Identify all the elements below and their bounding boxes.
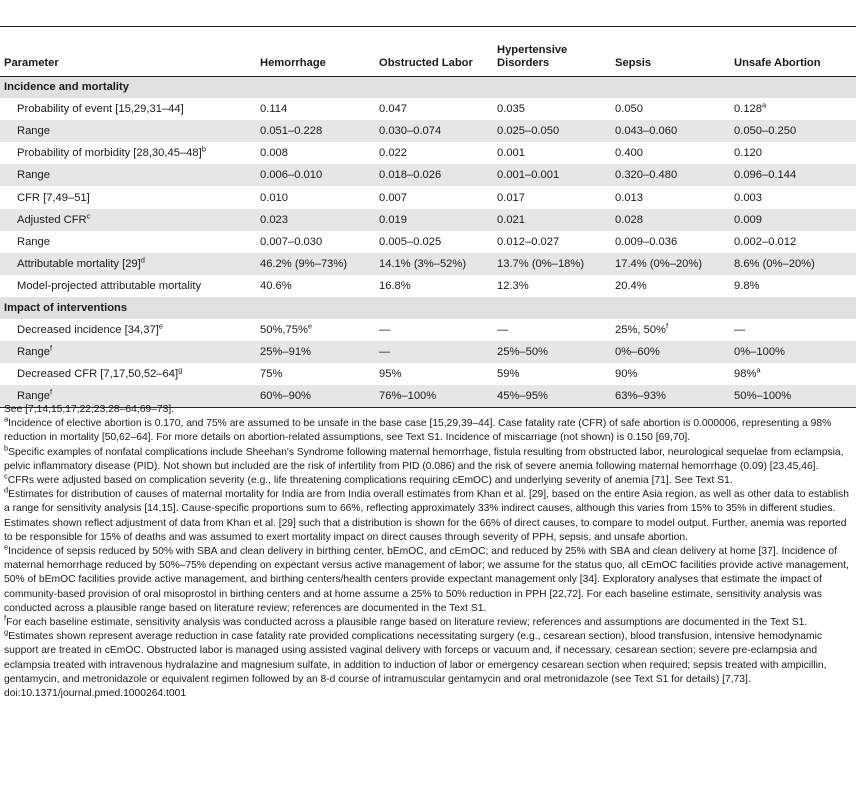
footnote-see: See [7,14,15,17,22,23,28–64,69–73]. <box>4 404 175 415</box>
value-cell <box>256 341 375 363</box>
header-row <box>0 27 856 76</box>
value-cell <box>493 120 611 142</box>
cell-value: 9.8% <box>734 279 760 292</box>
cell-value: 0.028 <box>615 213 643 226</box>
value-cell <box>375 98 493 120</box>
value-cell <box>611 275 730 297</box>
cell-value: 0.120 <box>734 147 762 160</box>
table-top-rule <box>0 0 856 27</box>
value-cell <box>256 142 375 164</box>
footnote-b <box>4 443 852 474</box>
value-cell <box>611 120 730 142</box>
cell-value: 0.003 <box>734 191 762 204</box>
table-row <box>0 231 856 253</box>
table-row <box>0 186 856 208</box>
value-cell <box>493 209 611 231</box>
value-cell <box>611 341 730 363</box>
parameter-label: CFR [7,49–51] <box>17 191 90 204</box>
cell-value: 0.022 <box>379 147 407 160</box>
footnote-marker: d <box>4 485 9 495</box>
cell-value: 0.019 <box>379 213 407 226</box>
parameter-label: Model-projected attributable mortality <box>17 279 202 292</box>
value-cell <box>256 363 375 385</box>
parameter-cell <box>0 209 256 231</box>
value-cell <box>375 142 493 164</box>
cell-value: 0.023 <box>260 213 288 226</box>
footnote-marker: b <box>201 144 206 154</box>
section-title: Incidence and mortality <box>0 76 856 98</box>
cell-value: 0.128 <box>734 103 762 116</box>
value-cell <box>730 120 856 142</box>
table-footnotes <box>4 403 852 701</box>
cell-value: 50%,75% <box>260 324 308 337</box>
cell-value: 0%–100% <box>734 346 786 359</box>
parameter-label: Range <box>17 390 50 403</box>
section-row <box>0 297 856 319</box>
value-cell <box>256 275 375 297</box>
cell-value: 0.025–0.050 <box>497 125 560 138</box>
value-cell <box>375 319 493 341</box>
value-cell <box>730 164 856 186</box>
parameter-cell <box>0 120 256 142</box>
table-row <box>0 164 856 186</box>
cell-value: 0.047 <box>379 103 407 116</box>
value-cell <box>611 319 730 341</box>
cell-value: 0.035 <box>497 103 525 116</box>
footnote-marker: b <box>4 443 9 453</box>
value-cell <box>730 319 856 341</box>
table-row <box>0 319 856 341</box>
footnote-text: Estimates shown represent average reduction in case fatality rate provided complications necessitating surgery (e.g., cesarean section), blood transfusion, intensive hemodynamic support are treated in cEmOC. Obstructed labor is managed using assisted vaginal delivery with forceps or vacuum and, if necessary, cesarean section; severe pre-eclampsia and eclampsia treated with intravenous hydralazine and magnesium sulfate, in addition to induction of labor or emergency cesarean section when required; sepsis treated with ampicillin, gentamycin, and metronidazole or equivalent regimen followed by an 8-d course of intramuscular gentamycin and oral metronidazole (see Text S1 for details) [7,73]. <box>4 631 827 685</box>
table-row <box>0 275 856 297</box>
value-cell <box>375 186 493 208</box>
value-cell <box>611 253 730 275</box>
footnote-text: For each baseline estimate, sensitivity analysis was conducted across a plausible range based on literature review; references and assumptions are documented in the Text S1. <box>6 617 808 629</box>
value-cell <box>493 164 611 186</box>
parameter-label: Decreased CFR [7,17,50,52–64] <box>17 368 179 381</box>
parameter-label: Decreased incidence [34,37] <box>17 324 159 337</box>
cell-value: 0.007–0.030 <box>260 235 323 248</box>
footnote-marker: e <box>307 321 313 331</box>
cell-value: 0.096–0.144 <box>734 169 797 182</box>
value-cell <box>493 98 611 120</box>
footnote-a <box>4 414 852 445</box>
value-cell <box>730 363 856 385</box>
cell-value: — <box>379 324 391 337</box>
parameter-label: Attributable mortality [29] <box>17 257 141 270</box>
cell-value: 75% <box>260 368 283 381</box>
table-row <box>0 98 856 120</box>
cell-value: 0.114 <box>260 103 288 116</box>
parameter-cell <box>0 164 256 186</box>
value-cell <box>256 186 375 208</box>
footnote-marker: c <box>86 210 91 220</box>
parameter-cell <box>0 142 256 164</box>
cell-value: 17.4% (0%–20%) <box>615 257 703 270</box>
value-cell <box>375 209 493 231</box>
column-header-hypertensive-disorders: Hypertensive Disorders <box>493 27 611 76</box>
cell-value: 95% <box>379 368 402 381</box>
footnote-g <box>4 627 852 687</box>
parameter-cell <box>0 186 256 208</box>
cell-value: 50%–100% <box>734 390 792 403</box>
cell-value: 0.018–0.026 <box>379 169 442 182</box>
cell-value: 8.6% (0%–20%) <box>734 257 815 270</box>
cell-value: 46.2% (9%–73%) <box>260 257 348 270</box>
value-cell <box>493 231 611 253</box>
cell-value: 0.008 <box>260 147 288 160</box>
cell-value: 0.001 <box>497 147 525 160</box>
table-row <box>0 253 856 275</box>
footnote-marker: c <box>4 471 8 481</box>
value-cell <box>375 341 493 363</box>
cell-value: 0.006–0.010 <box>260 169 323 182</box>
cell-value: 0.001–0.001 <box>497 169 560 182</box>
cell-value: 0.320–0.480 <box>615 169 678 182</box>
parameter-label: Range <box>17 169 50 182</box>
value-cell <box>611 98 730 120</box>
cell-value: 0.400 <box>615 147 643 160</box>
value-cell <box>493 363 611 385</box>
value-cell <box>256 120 375 142</box>
cell-value: 12.3% <box>497 279 529 292</box>
cell-value: 25%–50% <box>497 346 549 359</box>
footnote-marker: d <box>140 255 145 265</box>
value-cell <box>730 142 856 164</box>
parameter-label: Range <box>17 346 50 359</box>
value-cell <box>730 253 856 275</box>
value-cell <box>493 253 611 275</box>
footnote-marker: f <box>49 387 53 397</box>
parameter-label: Range <box>17 235 50 248</box>
value-cell <box>611 209 730 231</box>
cell-value: 59% <box>497 368 520 381</box>
value-cell <box>730 231 856 253</box>
value-cell <box>493 275 611 297</box>
value-cell <box>256 319 375 341</box>
cell-value: — <box>734 324 746 337</box>
footnote-text: CFRs were adjusted based on complication severity (e.g., life threatening complications requiring cEmOC) and underlying severity of anemia [71]. See Text S1. <box>7 475 733 487</box>
parameter-cell <box>0 98 256 120</box>
table-row <box>0 341 856 363</box>
table-row <box>0 209 856 231</box>
parameter-cell <box>0 363 256 385</box>
footnote-text: Estimates for distribution of causes of maternal mortality for India are from India overall estimates from Khan et al. [29], based on the entire Asia region, as well as other data to establish a range for sensitivity analysis [14,15]. Cause-specific proportions sum to 66%, reflecting approximately 33% indirect causes, although this varies from 15% to 35% in different studies. Estimates shown reflect adjustment of data from Khan et al. [29] such that a distribution is shown for the 66% of direct causes, to compare to model output. Further, anemia was reported to be responsible for 15% of deaths and was assumed to exert mortality impact on direct causes through severity of PPH, sepsis, and unsafe abortion. <box>4 489 849 543</box>
value-cell <box>256 209 375 231</box>
cell-value: 40.6% <box>260 279 292 292</box>
table-row <box>0 142 856 164</box>
parameter-cell <box>0 253 256 275</box>
value-cell <box>611 142 730 164</box>
footnote-marker: e <box>4 542 9 552</box>
parameter-cell <box>0 231 256 253</box>
parameter-cell <box>0 341 256 363</box>
parameter-label: Adjusted CFR <box>17 213 87 226</box>
value-cell <box>375 363 493 385</box>
footnote-marker: g <box>4 627 9 637</box>
footnote-marker: f <box>49 343 53 353</box>
section-row <box>0 76 856 98</box>
parameter-cell <box>0 319 256 341</box>
cell-value: 0.012–0.027 <box>497 235 560 248</box>
cell-value: 0%–60% <box>615 346 660 359</box>
footnote-marker: a <box>4 414 9 424</box>
parameter-label: Probability of morbidity [28,30,45–48] <box>17 147 202 160</box>
value-cell <box>730 209 856 231</box>
value-cell <box>375 164 493 186</box>
section-title: Impact of interventions <box>0 297 856 319</box>
cell-value: — <box>379 346 391 359</box>
footnote-marker: e <box>158 321 163 331</box>
cell-value: 0.013 <box>615 191 643 204</box>
cell-value: 0.050–0.250 <box>734 125 797 138</box>
cell-value: 0.050 <box>615 103 643 116</box>
cell-value: 0.030–0.074 <box>379 125 442 138</box>
table-body <box>0 76 856 407</box>
cell-value: 13.7% (0%–18%) <box>497 257 585 270</box>
value-cell <box>256 164 375 186</box>
parameter-label: Probability of event [15,29,31–44] <box>17 103 184 116</box>
value-cell <box>611 363 730 385</box>
footnote-f <box>4 613 852 630</box>
cell-value: 0.005–0.025 <box>379 235 442 248</box>
cell-value: 0.009–0.036 <box>615 235 678 248</box>
parameter-cell <box>0 275 256 297</box>
footnote-e <box>4 542 852 616</box>
cell-value: 0.010 <box>260 191 288 204</box>
footnote-text: Specific examples of nonfatal complications include Sheehan's Syndrome following maternal hemorrhage, fistula resulting from obstructed labor, neurological sequelae from eclampsia, pelvic inflammatory disease (PID). Not shown but included are the risk of infertility from PID (0.086) and the risk of severe anemia following maternal hemorrhage (0.09) [23,45,46]. <box>4 446 844 472</box>
value-cell <box>611 231 730 253</box>
doi: doi:10.1371/journal.pmed.1000264.t001 <box>4 688 187 700</box>
cell-value: 90% <box>615 368 638 381</box>
column-header-obstructed-labor: Obstructed Labor <box>375 27 493 76</box>
column-header-sepsis: Sepsis <box>611 27 730 76</box>
value-cell <box>493 186 611 208</box>
cell-value: 0.051–0.228 <box>260 125 323 138</box>
cell-value: 0.043–0.060 <box>615 125 678 138</box>
footnote-text: Incidence of sepsis reduced by 50% with SBA and clean delivery in birthing center, bEmOC, and cEmOC; and reduced by 25% with SBA and clean delivery at home [37]. Incidence of maternal hemorrhage reduced by 50%–75% depending on expectant versus active management of labor; we assume for the status quo, all cEmOC facilities provide active management, 50% of bEmOC facilities provide active management, and birthing centers/health centers provide expectant management only [34]. Exploratory analyses that estimate the impact of community-based provision of oral misoprostol in birthing centers and at home assume a 25% to 50% reduction in PPH [22,72]. For each baseline estimate, sensitivity analysis was conducted across a plausible range based on literature review; references are documented in the Text S1. <box>4 546 849 614</box>
value-cell <box>730 186 856 208</box>
cell-value: 14.1% (3%–52%) <box>379 257 467 270</box>
footnote-d <box>4 485 852 545</box>
cell-value: 20.4% <box>615 279 647 292</box>
cell-value: 25%–91% <box>260 346 312 359</box>
value-cell <box>611 164 730 186</box>
value-cell <box>493 319 611 341</box>
cell-value: 16.8% <box>379 279 411 292</box>
value-cell <box>493 142 611 164</box>
value-cell <box>256 98 375 120</box>
footnote-marker: f <box>4 613 7 623</box>
cell-value: 25%, 50% <box>615 324 666 337</box>
column-header-unsafe-abortion: Unsafe Abortion <box>730 27 856 76</box>
value-cell <box>256 231 375 253</box>
footnote-text: Incidence of elective abortion is 0.170, and 75% are assumed to be unsafe in the base case [15,29,39–44]. Case fatality rate (CFR) of safe abortion is 0.000006, representing a 98% reduction in mortality [50,62–64]. For more details on abortion-related assumptions, see Text S1. Incidence of miscarriage (not shown) is 0.150 [69,70]. <box>4 418 832 444</box>
value-cell <box>493 341 611 363</box>
value-cell <box>375 120 493 142</box>
cell-value: 98% <box>734 368 757 381</box>
footnote-marker: f <box>666 321 669 331</box>
value-cell <box>730 98 856 120</box>
value-cell <box>375 231 493 253</box>
table-row <box>0 120 856 142</box>
value-cell <box>730 341 856 363</box>
footnote-marker: g <box>178 365 183 375</box>
cell-value: 76%–100% <box>379 390 437 403</box>
table-header <box>0 27 856 76</box>
cell-value: 45%–95% <box>497 390 549 403</box>
cell-value: — <box>497 324 509 337</box>
cell-value: 60%–90% <box>260 390 312 403</box>
column-header-hemorrhage: Hemorrhage <box>256 27 375 76</box>
footnote-marker: a <box>756 365 761 375</box>
value-cell <box>256 253 375 275</box>
footnote-c <box>4 471 852 488</box>
footnote-marker: a <box>762 100 767 110</box>
column-header-parameter: Parameter <box>0 27 256 76</box>
value-cell <box>611 186 730 208</box>
cell-value: 0.017 <box>497 191 525 204</box>
value-cell <box>375 253 493 275</box>
cell-value: 0.021 <box>497 213 525 226</box>
cell-value: 0.002–0.012 <box>734 235 797 248</box>
cell-value: 63%–93% <box>615 390 667 403</box>
value-cell <box>375 275 493 297</box>
data-table <box>0 27 856 408</box>
parameter-label: Range <box>17 125 50 138</box>
table-row <box>0 363 856 385</box>
cell-value: 0.009 <box>734 213 762 226</box>
cell-value: 0.007 <box>379 191 407 204</box>
value-cell <box>730 275 856 297</box>
